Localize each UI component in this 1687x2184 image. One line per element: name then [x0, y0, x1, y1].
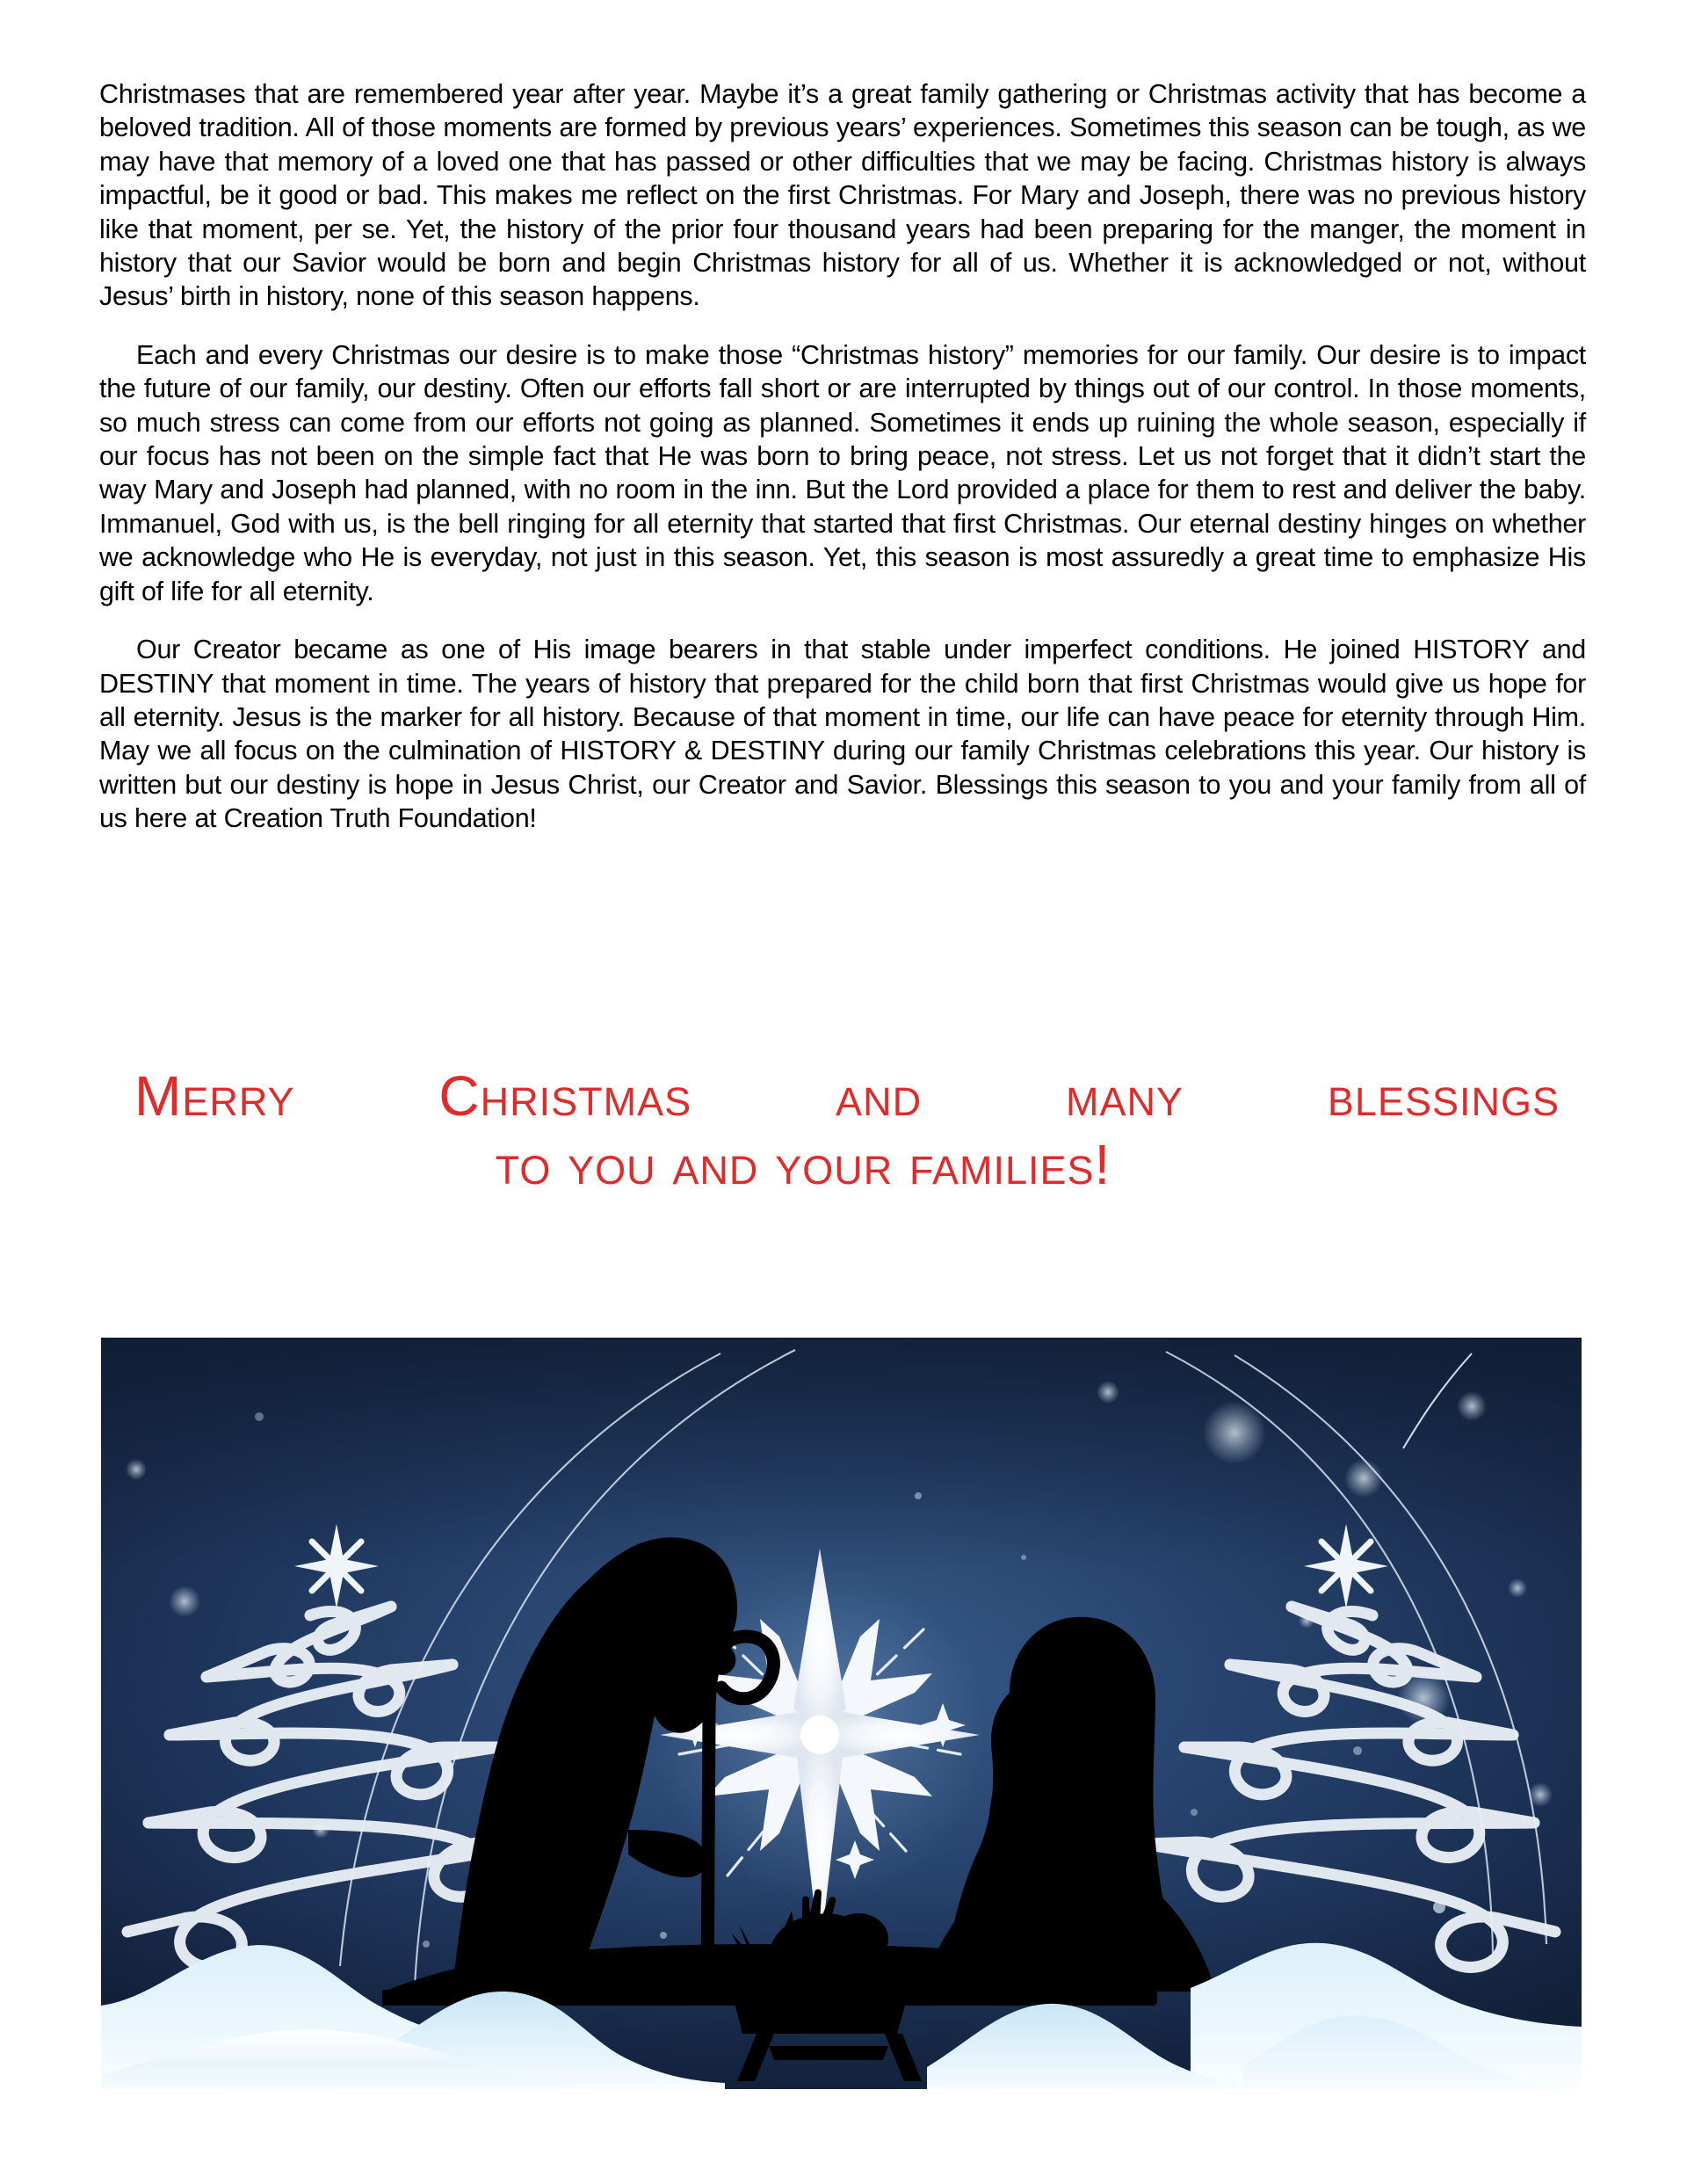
headline-line-2: to you and your families! [495, 1133, 1111, 1196]
paragraph-2: Each and every Christmas our desire is to make those “Christmas history” memories for our family. Our desire is to impact the future of our family, our destiny. Often our efforts fall short or are interrupted by things out of our control. In those moments, so much stress can come from our efforts not going as planned. Sometimes it ends up ruining the whole season, especially if our focus has not been on the simple fact that He was born to bring peace, not stress. Let us not forget that it didn’t start the way Mary and Joseph had planned, with no room in the inn. But the Lord provided a place for them to rest and deliver the baby. Immanuel, God with us, is the bell ringing for all eternity that started that first Christmas. Our eternal destiny hinges on whether we acknowledge who He is everyday, not just in this season. Yet, this season is most assuredly a great time to emphasize His gift of life for all eternity. [99, 339, 1586, 606]
paragraph-1: Christmases that are remembered year after year. Maybe it’s a great family gathering or Christmas activity that has become a beloved tradition. All of those moments are formed by previous years’ experiences. Sometimes this season can be tough, as we may have that memory of a loved one that has passed or other difficulties that we may be facing. Christmas history is always impactful, be it good or bad. This makes me reflect on the first Christmas. For Mary and Joseph, there was no previous history like that moment, per se. Yet, the history of the prior four thousand years had been preparing for the manger, the moment in history that our Savior would be born and begin Christmas history for all of us. Whether it is acknowledged or not, without Jesus’ birth in history, none of this season happens. [99, 79, 1586, 312]
paragraph-3: Our Creator became as one of His image bearers in that stable under imperfect conditions. He joined HISTORY and DESTINY that moment in time. The years of history that prepared for the child born that first Christmas would give us hope for all eternity. Jesus is the marker for all history. Because of that moment in time, our life can have peace for eternity through Him. May we all focus on the culmination of HISTORY & DESTINY during our family Christmas celebrations this year. Our history is written but our destiny is hope in Jesus Christ, our Creator and Savior. Blessings this season to you and your family from all of us here at Creation Truth Foundation! [99, 635, 1586, 834]
article-body [99, 77, 1586, 836]
nativity-svg [101, 1338, 1582, 2104]
headline-block [99, 1062, 1586, 1199]
nativity-illustration [101, 1338, 1582, 2104]
headline-line-1: Merry Christmas and many blessings [134, 1064, 1560, 1128]
